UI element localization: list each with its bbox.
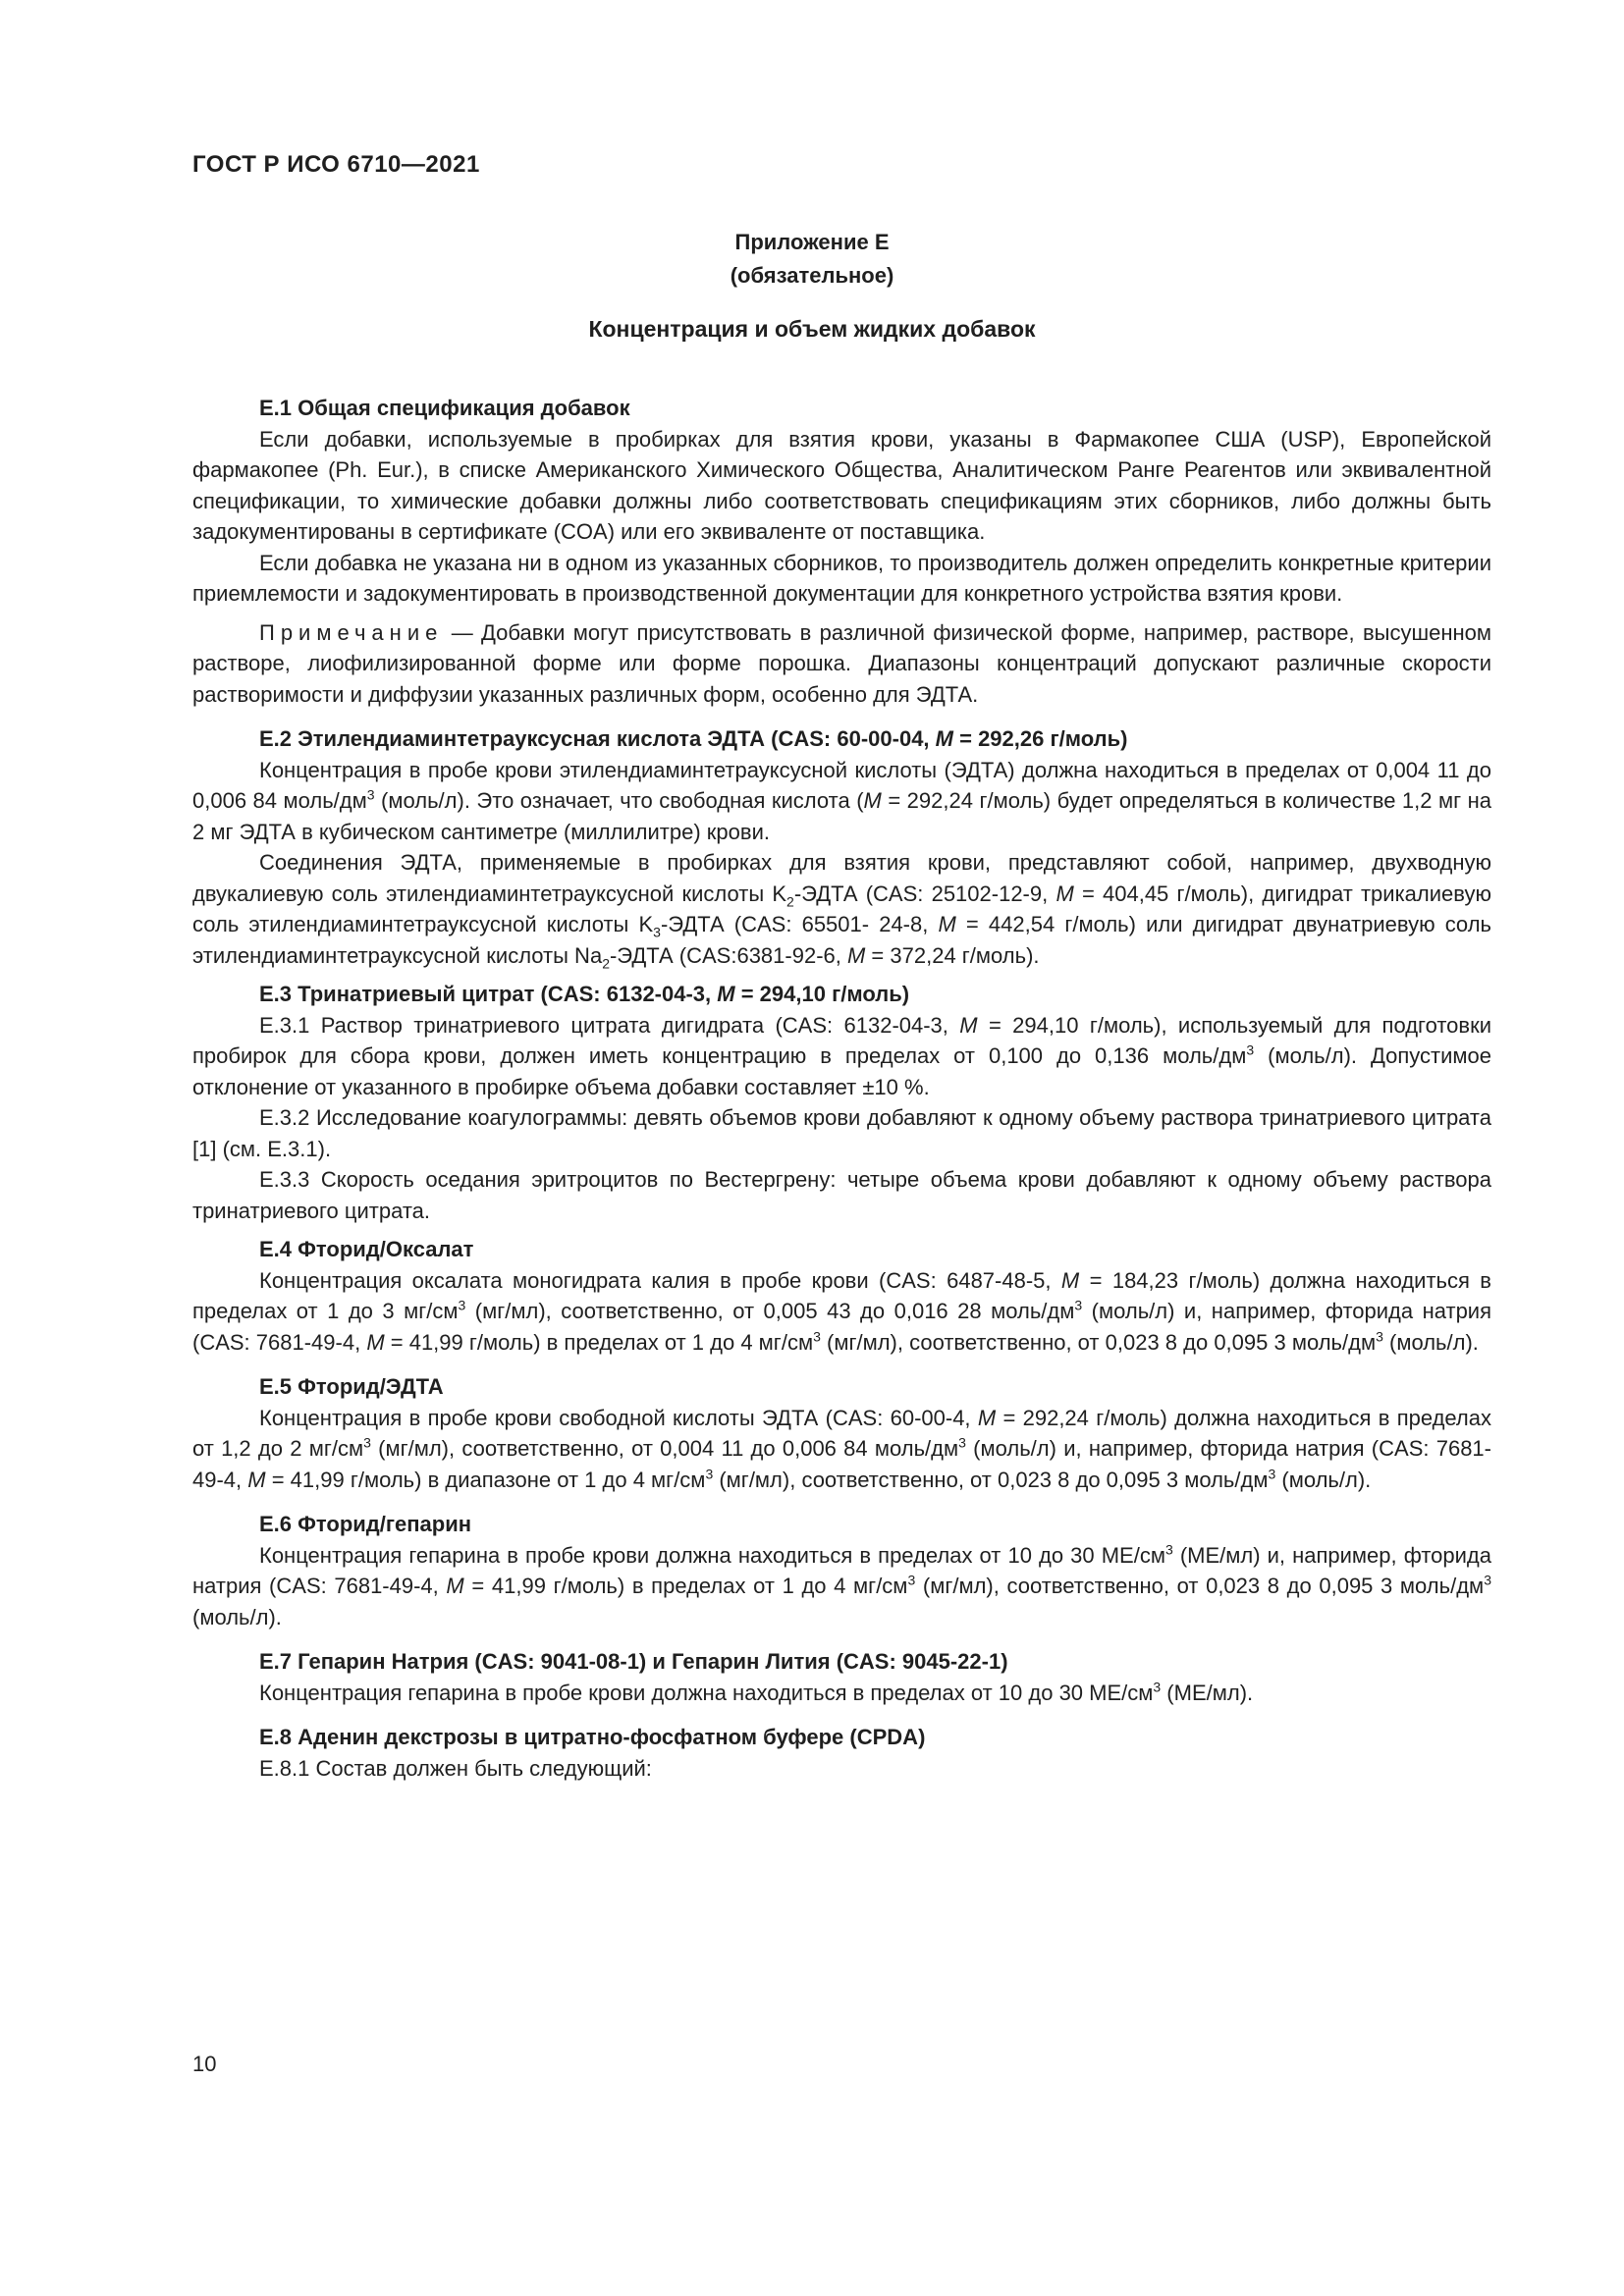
section-e5-heading: Е.5 Фторид/ЭДТА bbox=[259, 1374, 444, 1399]
section-e7-heading: Е.7 Гепарин Натрия (CAS: 9041-08-1) и Гепарин Лития (CAS: 9045-22-1) bbox=[259, 1649, 1008, 1674]
document-body bbox=[192, 393, 1491, 1784]
note-label: Примечание bbox=[259, 619, 444, 645]
section-e3-paragraph-3: Е.3.3 Скорость оседания эритроцитов по Вестергрену: четыре объема крови добавляют к одному объему раствора тринатриевого цитрата. bbox=[192, 1167, 1491, 1223]
section-e8-paragraph-1: Е.8.1 Состав должен быть следующий: bbox=[259, 1755, 652, 1781]
appendix-title: Концентрация и объем жидких добавок bbox=[588, 316, 1036, 342]
appendix-label: Приложение Е bbox=[734, 230, 890, 254]
document-header: ГОСТ Р ИСО 6710—2021 bbox=[192, 151, 480, 178]
section-e7-paragraph-1: Концентрация гепарина в пробе крови должна находиться в пределах от 10 до 30 $МЕ/см^3$ (МЕ/мл). bbox=[259, 1679, 1254, 1705]
section-e4-paragraph-1: Концентрация оксалата моногидрата калия в пробе крови (CAS: 6487-48-5, M = 184,23 г/моль) должна находиться в пределах от 1 до 3 $мг/см^3$ (мг/мл), соответственно, от 0,005 43 до 0,016 28 моль/$дм^3$ (моль/л) и, например, фторида натрия (CAS: 7681-49-4, M = 41,99 г/моль) в пределах от 1 до 4 $мг/см^3$ (мг/мл), соответственно, от 0,023 8 до 0,095 3 моль/$дм^3$ (моль/л). bbox=[192, 1267, 1492, 1355]
section-e8-heading: Е.8 Аденин декстрозы в цитратно-фосфатном буфере (CPDA) bbox=[259, 1725, 926, 1749]
section-e1-note bbox=[192, 617, 1491, 711]
section-e5-paragraph-1: Концентрация в пробе крови свободной кислоты ЭДТА (CAS: 60-00-4, M = 292,24 г/моль) должна находиться в пределах от 1,2 до 2 $мг/см^3$ (мг/мл), соответственно, от 0,004 11 до 0,006 84 моль/$дм^3$ (моль/л) и, например, фторида натрия (CAS: 7681-49-4, M = 41,99 г/моль) в диапазоне от 1 до 4 $мг/см^3$ (мг/мл), соответственно, от 0,023 8 до 0,095 3 моль/$дм^3$ (моль/л). bbox=[192, 1405, 1492, 1492]
page-number: 10 bbox=[192, 2052, 217, 2076]
section-e2-heading: Е.2 Этилендиаминтетрауксусная кислота ЭДТА (CAS: 60-00-04, M = 292,26 г/моль) bbox=[259, 726, 1128, 751]
section-e2-paragraph-2: Соединения ЭДТА, применяемые в пробирках для взятия крови, представляют собой, например, двухводную двукалиевую соль этилендиаминтетрауксусной кислоты $K_2$-ЭДТА (CAS: 25102-12-9, M = 404,45 г/моль), дигидрат трикалиевую соль этилендиаминтетрауксусной кислоты $K_3$-ЭДТА (CAS: 65501- 24-8, M = 442,54 г/моль) или дигидрат двунатриевую соль этилендиаминтетрауксусной кислоты $Na_2$-ЭДТА (CAS:6381-92-6, M = 372,24 г/моль). bbox=[192, 850, 1491, 971]
section-e1-paragraph-1: Если добавки, используемые в пробирках для взятия крови, указаны в Фармакопее США (USP), Европейской фармакопее (Ph. Eur.), в списке Американского Химического Общества, Аналитическом Ранге Реагентов или эквивалентной спецификации, то химические добавки должны либо соответствовать спецификациям этих сборников, либо должны быть задокументированы в сертификате (COA) или его эквиваленте от поставщика. bbox=[192, 426, 1491, 544]
section-e3-paragraph-1: Е.3.1 Раствор тринатриевого цитрата дигидрата (CAS: 6132-04-3, M = 294,10 г/моль), используемый для подготовки пробирок для сбора крови, должен иметь концентрацию в пределах от 0,100 до 0,136 моль/$дм^3$ (моль/л). Допустимое отклонение от указанного в пробирке объема добавки составляет ±10 %. bbox=[192, 1012, 1492, 1099]
section-e6-heading: Е.6 Фторид/гепарин bbox=[259, 1512, 472, 1536]
section-e1-heading: Е.1 Общая спецификация добавок bbox=[259, 396, 630, 420]
section-e1-paragraph-2: Если добавка не указана ни в одном из указанных сборников, то производитель должен определить конкретные критерии приемлемости и задокументировать в производственной документации для конкретного устройства взятия крови. bbox=[192, 550, 1491, 606]
appendix-heading bbox=[0, 226, 1624, 293]
section-e2-paragraph-1: Концентрация в пробе крови этилендиаминтетрауксусной кислоты (ЭДТА) должна находиться в пределах от 0,004 11 до 0,006 84 моль/$дм^3$ (моль/л). Это означает, что свободная кислота (M = 292,24 г/моль) будет определяться в количестве 1,2 мг на 2 мг ЭДТА в кубическом сантиметре (миллилитре) крови. bbox=[192, 757, 1492, 844]
section-e3-paragraph-2: Е.3.2 Исследование коагулограммы: девять объемов крови добавляют к одному объему раствора тринатриевого цитрата [1] (см. Е.3.1). bbox=[192, 1105, 1491, 1161]
note-text: — Добавки могут присутствовать в различной физической форме, например, растворе, высушенном растворе, лиофилизированной форме или форме порошка. Диапазоны концентраций допускают различные скорости растворимости и диффузии указанных различных форм, особенно для ЭДТА. bbox=[192, 619, 1491, 707]
section-e3-heading: Е.3 Тринатриевый цитрат (CAS: 6132-04-3, M = 294,10 г/моль) bbox=[259, 982, 910, 1006]
section-e6-paragraph-1: Концентрация гепарина в пробе крови должна находиться в пределах от 10 до 30 $МЕ/см^3$ (МЕ/мл) и, например, фторида натрия (CAS: 7681-49-4, M = 41,99 г/моль) в пределах от 1 до 4 $мг/см^3$ (мг/мл), соответственно, от 0,023 8 до 0,095 3 моль/$дм^3$ (моль/л). bbox=[192, 1541, 1491, 1629]
appendix-status: (обязательное) bbox=[730, 263, 894, 288]
section-e4-heading: Е.4 Фторид/Оксалат bbox=[259, 1237, 474, 1261]
